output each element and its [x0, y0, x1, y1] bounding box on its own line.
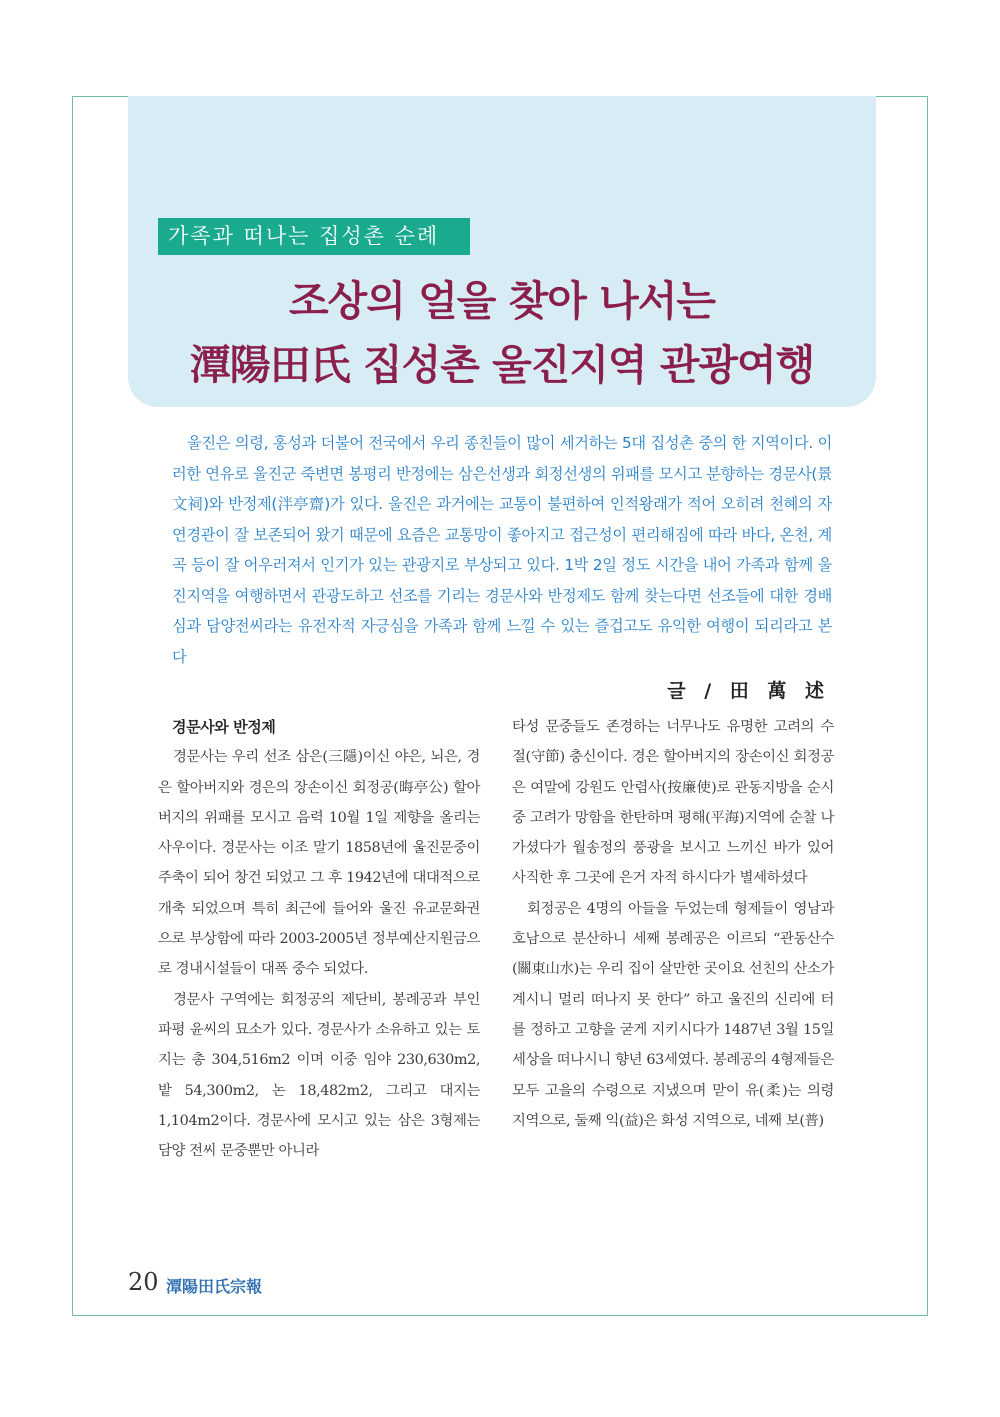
- series-tag: 가족과 떠나는 집성촌 순례: [158, 218, 470, 255]
- body-paragraph: 회정공은 4명의 아들을 두었는데 형제들이 영남과 호남으로 분산하니 세째 봉례공은 이르되 “관동산수(關東山水)는 우리 집이 살만한 곳이요 선친의 산소가 계시니 멀리 떠나지 못 한다” 하고 울진의 신리에 터를 정하고 고향을 굳게 지키시다가 1487년 3월 15일 세상을 떠나시니 향년 63세였다. 봉례공의 4형제들은 모두 고을의 수령으로 지냈으며 맏이 유(柔)는 의령 지역으로, 둘째 익(益)은 화성 지역으로, 네째 보(普): [512, 900, 834, 1129]
- body-column-right: [512, 712, 834, 1136]
- byline: 글 / 田 萬 述: [667, 680, 830, 702]
- body-paragraph: 타성 문중들도 존경하는 너무나도 유명한 고려의 수절(守節) 충신이다. 경은 할아버지의 장손이신 회정공은 여말에 강원도 안렴사(按廉使)로 관동지방을 순시 중 고려가 망함을 한탄하며 평해(平海)지역에 순찰 나가셨다가 월송정의 풍광을 보시고 느끼신 바가 있어 사직한 후 그곳에 은거 자적 하시다가 별세하셨다: [512, 719, 834, 887]
- lede-paragraph: 울진은 의령, 홍성과 더불어 전국에서 우리 종친들이 많이 세거하는 5대 집성촌 중의 한 지역이다. 이러한 연유로 울진군 죽변면 봉평리 반정에는 삼은선생과 회정선생의 위패를 모시고 분향하는 경문사(景文祠)와 반정제(泮亭齋)가 있다. 울진은 과거에는 교통이 불편하여 인적왕래가 적어 오히려 천혜의 자연경관이 잘 보존되어 왔기 때문에 요즘은 교통망이 좋아지고 접근성이 편리해짐에 따라 바다, 온천, 계곡 등이 잘 어우러져서 인기가 있는 관광지로 부상되고 있다. 1박 2일 정도 시간을 내어 가족과 함께 울진지역을 여행하면서 관광도하고 선조를 기리는 경문사와 반정제도 함께 찾는다면 선조들에 대한 경배심과 담양전씨라는 유전자적 자긍심을 가족과 함께 느낄 수 있는 즐겁고도 유익한 여행이 되리라고 본다: [172, 434, 832, 666]
- page-number: 20: [128, 1268, 159, 1296]
- section-heading: 경문사와 반정제: [172, 718, 276, 736]
- body-paragraph: 경문사 구역에는 회정공의 제단비, 봉례공과 부인 파평 윤씨의 묘소가 있다. 경문사가 소유하고 있는 토지는 총 304,516m2 이며 이중 임야 230,630m2, 밭 54,300m2, 논 18,482m2, 그리고 대지는 1,104m2이다. 경문사에 모시고 있는 삼은 3형제는 담양 전씨 문중뿐만 아니라: [158, 991, 480, 1160]
- page-title-line-2: 潭陽田氏 집성촌 울진지역 관광여행: [189, 341, 815, 389]
- page-title-line-1: 조상의 얼을 찾아 나서는: [289, 277, 715, 325]
- publication-name: 潭陽田氏宗報: [166, 1277, 263, 1296]
- body-paragraph: 경문사는 우리 선조 삼은(三隱)이신 야은, 뇌은, 경은 할아버지와 경은의 장손이신 회정공(晦亭公) 할아버지의 위패를 모시고 음력 10월 1일 제향을 올리는 사우이다. 경문사는 이조 말기 1858년에 울진문중이 주축이 되어 창건 되었고 그 후 1942년에 대대적으로 개축 되었으며 특히 최근에 들어와 울진 유교문화권으로 부상함에 따라 2003-2005년 정부예산지원금으로 경내시설들이 대폭 중수 되었다.: [158, 749, 480, 978]
- body-column-left: [158, 712, 480, 1166]
